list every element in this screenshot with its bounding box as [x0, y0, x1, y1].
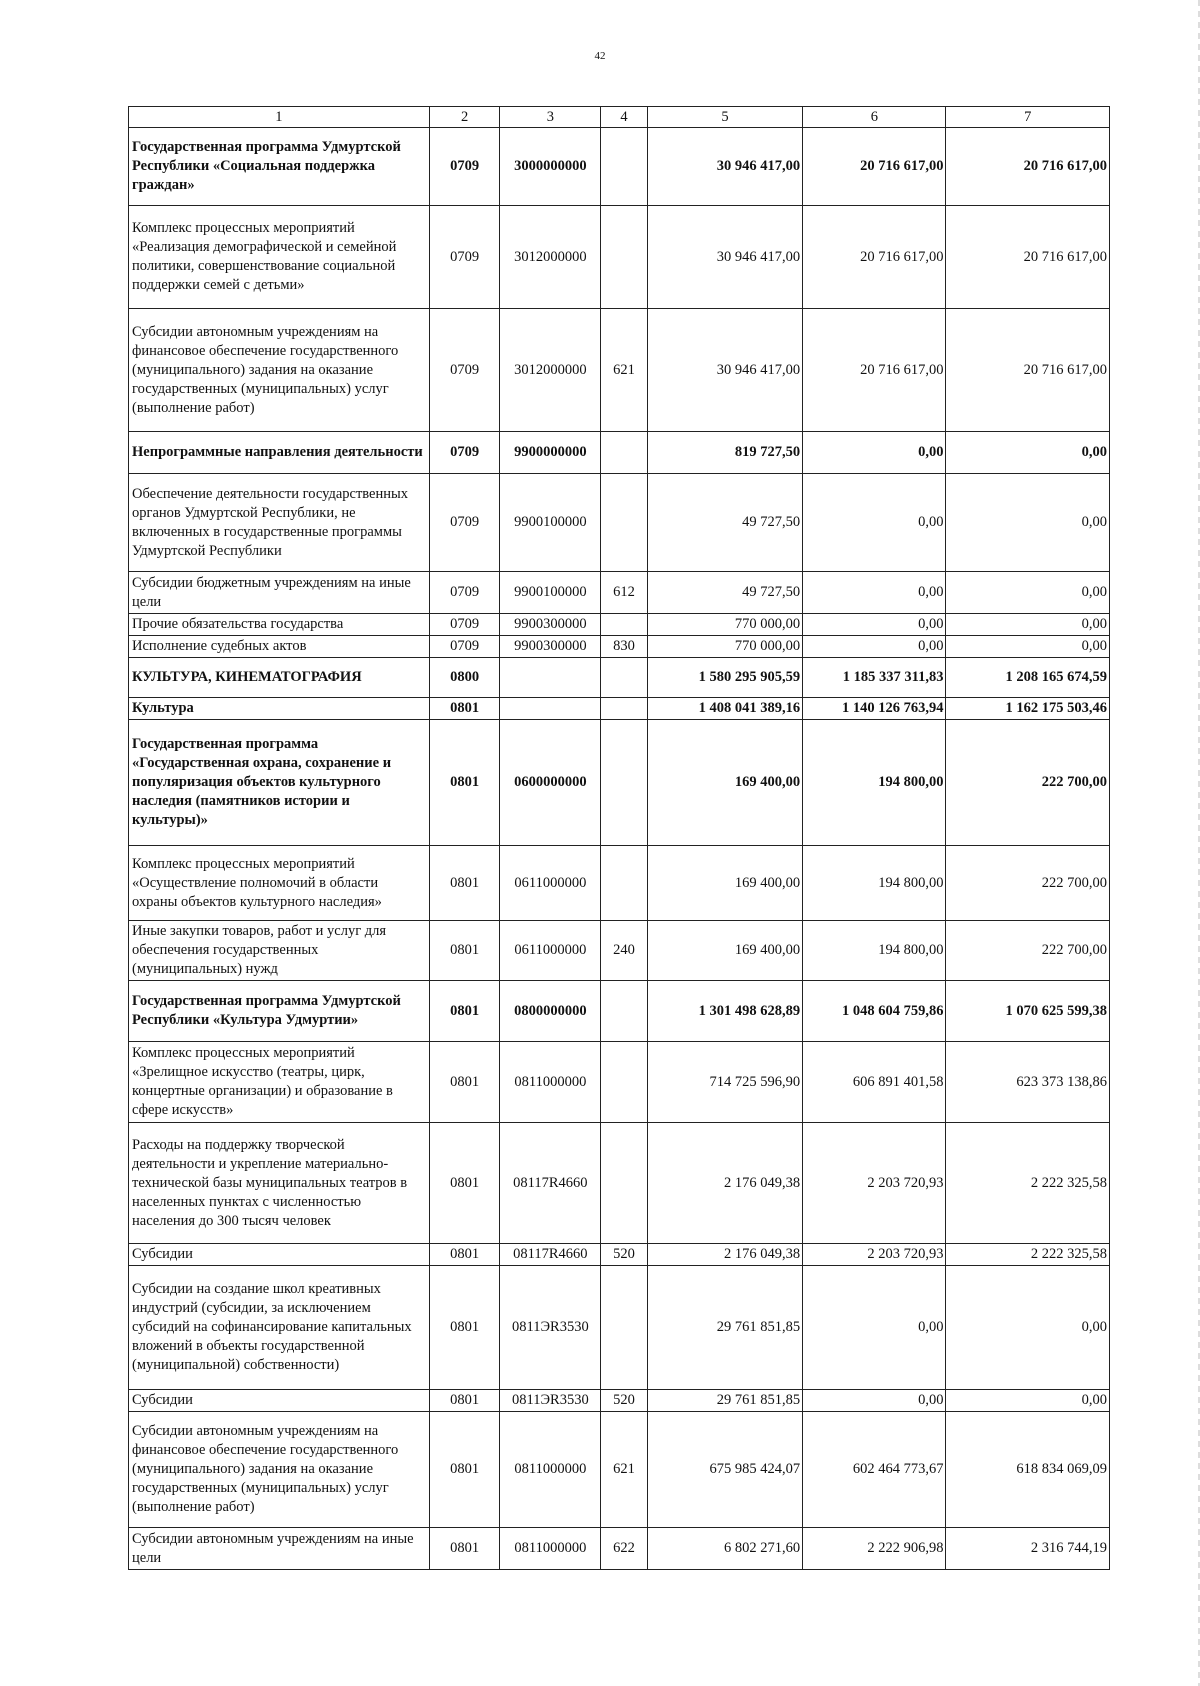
- expense-type-cell: [601, 1123, 647, 1244]
- table-row: [129, 309, 1110, 432]
- amount-col7-cell: 20 716 617,00: [946, 309, 1110, 432]
- amount-col5-cell: 675 985 424,07: [647, 1412, 802, 1528]
- table-row: [129, 1244, 1110, 1266]
- amount-col6-cell: 2 203 720,93: [803, 1123, 946, 1244]
- section-code-cell: 0709: [429, 206, 500, 309]
- amount-col6-cell: 1 140 126 763,94: [803, 698, 946, 720]
- amount-col6-cell: 0,00: [803, 474, 946, 572]
- amount-col7-cell: 2 222 325,58: [946, 1123, 1110, 1244]
- amount-col5-cell: 1 301 498 628,89: [647, 981, 802, 1042]
- section-code-cell: 0801: [429, 846, 500, 921]
- amount-col6-cell: 0,00: [803, 572, 946, 614]
- expense-type-cell: 240: [601, 921, 647, 981]
- target-article-cell: 3012000000: [500, 206, 601, 309]
- table-row: [129, 1123, 1110, 1244]
- amount-col5-cell: 169 400,00: [647, 921, 802, 981]
- amount-col7-cell: 222 700,00: [946, 720, 1110, 846]
- expense-type-cell: [601, 474, 647, 572]
- amount-col7-cell: 618 834 069,09: [946, 1412, 1110, 1528]
- amount-col6-cell: 1 048 604 759,86: [803, 981, 946, 1042]
- table-body: [129, 107, 1110, 1570]
- row-name-cell: Субсидии автономным учреждениям на финансовое обеспечение государственного (муниципального) задания на оказание государственных (муниципальных) услуг (выполнение работ): [129, 309, 430, 432]
- amount-col6-cell: 1 185 337 311,83: [803, 658, 946, 698]
- row-name-cell: Обеспечение деятельности государственных органов Удмуртской Республики, не включенных в государственные программы Удмуртской Республики: [129, 474, 430, 572]
- column-number-header: 2: [429, 107, 500, 128]
- section-code-cell: 0709: [429, 128, 500, 206]
- section-code-cell: 0709: [429, 432, 500, 474]
- table-row: [129, 1390, 1110, 1412]
- expense-type-cell: [601, 846, 647, 921]
- row-name-cell: Государственная программа Удмуртской Республики «Социальная поддержка граждан»: [129, 128, 430, 206]
- target-article-cell: 9900100000: [500, 474, 601, 572]
- expense-type-cell: 520: [601, 1390, 647, 1412]
- table-row: [129, 614, 1110, 636]
- section-code-cell: 0801: [429, 698, 500, 720]
- target-article-cell: 0811000000: [500, 1042, 601, 1123]
- amount-col5-cell: 770 000,00: [647, 636, 802, 658]
- expense-type-cell: [601, 658, 647, 698]
- amount-col6-cell: 0,00: [803, 636, 946, 658]
- amount-col6-cell: 2 203 720,93: [803, 1244, 946, 1266]
- amount-col5-cell: 1 580 295 905,59: [647, 658, 802, 698]
- row-name-cell: Комплекс процессных мероприятий «Реализация демографической и семейной политики, совершенствование социальной поддержки семей с детьми»: [129, 206, 430, 309]
- table-row: [129, 474, 1110, 572]
- target-article-cell: 0800000000: [500, 981, 601, 1042]
- amount-col7-cell: 623 373 138,86: [946, 1042, 1110, 1123]
- table-row: [129, 921, 1110, 981]
- amount-col5-cell: 6 802 271,60: [647, 1528, 802, 1570]
- row-name-cell: Субсидии автономным учреждениям на иные цели: [129, 1528, 430, 1570]
- table-row: [129, 846, 1110, 921]
- amount-col6-cell: 20 716 617,00: [803, 309, 946, 432]
- target-article-cell: 9900300000: [500, 614, 601, 636]
- row-name-cell: Субсидии автономным учреждениям на финансовое обеспечение государственного (муниципального) задания на оказание государственных (муниципальных) услуг (выполнение работ): [129, 1412, 430, 1528]
- table-row: [129, 698, 1110, 720]
- section-code-cell: 0801: [429, 1244, 500, 1266]
- target-article-cell: 0811000000: [500, 1528, 601, 1570]
- amount-col5-cell: 29 761 851,85: [647, 1266, 802, 1390]
- expense-type-cell: 612: [601, 572, 647, 614]
- column-number-header: 4: [601, 107, 647, 128]
- amount-col6-cell: 194 800,00: [803, 921, 946, 981]
- column-number-header: 3: [500, 107, 601, 128]
- table-row: [129, 1412, 1110, 1528]
- amount-col7-cell: 0,00: [946, 636, 1110, 658]
- row-name-cell: Государственная программа «Государственная охрана, сохранение и популяризация объектов культурного наследия (памятников истории и культуры)»: [129, 720, 430, 846]
- table-row: [129, 1528, 1110, 1570]
- amount-col7-cell: 222 700,00: [946, 921, 1110, 981]
- amount-col5-cell: 30 946 417,00: [647, 309, 802, 432]
- amount-col6-cell: 602 464 773,67: [803, 1412, 946, 1528]
- row-name-cell: Иные закупки товаров, работ и услуг для обеспечения государственных (муниципальных) нужд: [129, 921, 430, 981]
- table-row: [129, 206, 1110, 309]
- amount-col7-cell: 0,00: [946, 572, 1110, 614]
- section-code-cell: 0709: [429, 572, 500, 614]
- target-article-cell: [500, 698, 601, 720]
- expense-type-cell: 520: [601, 1244, 647, 1266]
- amount-col7-cell: 0,00: [946, 614, 1110, 636]
- row-name-cell: Прочие обязательства государства: [129, 614, 430, 636]
- target-article-cell: 0600000000: [500, 720, 601, 846]
- amount-col5-cell: 2 176 049,38: [647, 1244, 802, 1266]
- amount-col7-cell: 0,00: [946, 474, 1110, 572]
- row-name-cell: Субсидии бюджетным учреждениям на иные цели: [129, 572, 430, 614]
- section-code-cell: 0709: [429, 309, 500, 432]
- target-article-cell: 3000000000: [500, 128, 601, 206]
- section-code-cell: 0801: [429, 1123, 500, 1244]
- amount-col7-cell: 0,00: [946, 432, 1110, 474]
- target-article-cell: 0811000000: [500, 1412, 601, 1528]
- amount-col5-cell: 29 761 851,85: [647, 1390, 802, 1412]
- row-name-cell: КУЛЬТУРА, КИНЕМАТОГРАФИЯ: [129, 658, 430, 698]
- expense-type-cell: [601, 698, 647, 720]
- amount-col7-cell: 1 162 175 503,46: [946, 698, 1110, 720]
- row-name-cell: Непрограммные направления деятельности: [129, 432, 430, 474]
- amount-col5-cell: 819 727,50: [647, 432, 802, 474]
- amount-col5-cell: 1 408 041 389,16: [647, 698, 802, 720]
- amount-col7-cell: 2 222 325,58: [946, 1244, 1110, 1266]
- row-name-cell: Комплекс процессных мероприятий «Зрелищное искусство (театры, цирк, концертные организации) и образование в сфере искусств»: [129, 1042, 430, 1123]
- amount-col5-cell: 770 000,00: [647, 614, 802, 636]
- target-article-cell: 0611000000: [500, 921, 601, 981]
- amount-col7-cell: 0,00: [946, 1266, 1110, 1390]
- amount-col5-cell: 49 727,50: [647, 572, 802, 614]
- target-article-cell: [500, 658, 601, 698]
- table-row: [129, 658, 1110, 698]
- expense-type-cell: 830: [601, 636, 647, 658]
- amount-col5-cell: 169 400,00: [647, 846, 802, 921]
- table-row: [129, 572, 1110, 614]
- target-article-cell: 08117R4660: [500, 1123, 601, 1244]
- section-code-cell: 0709: [429, 474, 500, 572]
- amount-col7-cell: 20 716 617,00: [946, 128, 1110, 206]
- target-article-cell: 08117R4660: [500, 1244, 601, 1266]
- row-name-cell: Расходы на поддержку творческой деятельности и укрепление материально-технической базы муниципальных театров в населенных пунктах с численностью населения до 300 тысяч человек: [129, 1123, 430, 1244]
- section-code-cell: 0801: [429, 1042, 500, 1123]
- amount-col6-cell: 20 716 617,00: [803, 128, 946, 206]
- amount-col7-cell: 0,00: [946, 1390, 1110, 1412]
- budget-table: [128, 106, 1110, 1570]
- row-name-cell: Субсидии: [129, 1390, 430, 1412]
- expense-type-cell: [601, 1042, 647, 1123]
- column-number-header: 7: [946, 107, 1110, 128]
- amount-col6-cell: 0,00: [803, 1390, 946, 1412]
- expense-type-cell: 621: [601, 309, 647, 432]
- section-code-cell: 0801: [429, 1528, 500, 1570]
- target-article-cell: 9900300000: [500, 636, 601, 658]
- amount-col5-cell: 30 946 417,00: [647, 206, 802, 309]
- column-number-header: 5: [647, 107, 802, 128]
- target-article-cell: 9900000000: [500, 432, 601, 474]
- amount-col6-cell: 2 222 906,98: [803, 1528, 946, 1570]
- table-row: [129, 1266, 1110, 1390]
- expense-type-cell: [601, 720, 647, 846]
- row-name-cell: Государственная программа Удмуртской Республики «Культура Удмуртии»: [129, 981, 430, 1042]
- table-row: [129, 432, 1110, 474]
- expense-type-cell: [601, 1266, 647, 1390]
- row-name-cell: Культура: [129, 698, 430, 720]
- amount-col7-cell: 1 208 165 674,59: [946, 658, 1110, 698]
- table-row: [129, 981, 1110, 1042]
- page-number: 42: [594, 50, 606, 62]
- section-code-cell: 0800: [429, 658, 500, 698]
- table-row: [129, 720, 1110, 846]
- amount-col6-cell: 0,00: [803, 1266, 946, 1390]
- amount-col5-cell: 714 725 596,90: [647, 1042, 802, 1123]
- amount-col6-cell: 606 891 401,58: [803, 1042, 946, 1123]
- column-number-row: [129, 107, 1110, 128]
- section-code-cell: 0801: [429, 1390, 500, 1412]
- section-code-cell: 0801: [429, 720, 500, 846]
- amount-col7-cell: 2 316 744,19: [946, 1528, 1110, 1570]
- amount-col5-cell: 30 946 417,00: [647, 128, 802, 206]
- amount-col7-cell: 222 700,00: [946, 846, 1110, 921]
- amount-col6-cell: 20 716 617,00: [803, 206, 946, 309]
- amount-col7-cell: 20 716 617,00: [946, 206, 1110, 309]
- expense-type-cell: [601, 432, 647, 474]
- amount-col5-cell: 2 176 049,38: [647, 1123, 802, 1244]
- section-code-cell: 0801: [429, 1266, 500, 1390]
- expense-type-cell: 622: [601, 1528, 647, 1570]
- section-code-cell: 0801: [429, 921, 500, 981]
- section-code-cell: 0709: [429, 614, 500, 636]
- expense-type-cell: 621: [601, 1412, 647, 1528]
- target-article-cell: 0811ЭR3530: [500, 1390, 601, 1412]
- amount-col5-cell: 169 400,00: [647, 720, 802, 846]
- amount-col7-cell: 1 070 625 599,38: [946, 981, 1110, 1042]
- row-name-cell: Комплекс процессных мероприятий «Осуществление полномочий в области охраны объектов культурного наследия»: [129, 846, 430, 921]
- section-code-cell: 0801: [429, 1412, 500, 1528]
- column-number-header: 6: [803, 107, 946, 128]
- expense-type-cell: [601, 206, 647, 309]
- amount-col5-cell: 49 727,50: [647, 474, 802, 572]
- expense-type-cell: [601, 128, 647, 206]
- target-article-cell: 0611000000: [500, 846, 601, 921]
- row-name-cell: Субсидии: [129, 1244, 430, 1266]
- row-name-cell: Исполнение судебных актов: [129, 636, 430, 658]
- target-article-cell: 9900100000: [500, 572, 601, 614]
- amount-col6-cell: 194 800,00: [803, 846, 946, 921]
- section-code-cell: 0801: [429, 981, 500, 1042]
- expense-type-cell: [601, 981, 647, 1042]
- amount-col6-cell: 0,00: [803, 614, 946, 636]
- row-name-cell: Субсидии на создание школ креативных индустрий (субсидии, за исключением субсидий на софинансирование капитальных вложений в объекты государственной (муниципальной) собственности): [129, 1266, 430, 1390]
- table-row: [129, 128, 1110, 206]
- table-row: [129, 636, 1110, 658]
- table-row: [129, 1042, 1110, 1123]
- column-number-header: 1: [129, 107, 430, 128]
- section-code-cell: 0709: [429, 636, 500, 658]
- amount-col6-cell: 0,00: [803, 432, 946, 474]
- target-article-cell: 0811ЭR3530: [500, 1266, 601, 1390]
- amount-col6-cell: 194 800,00: [803, 720, 946, 846]
- expense-type-cell: [601, 614, 647, 636]
- target-article-cell: 3012000000: [500, 309, 601, 432]
